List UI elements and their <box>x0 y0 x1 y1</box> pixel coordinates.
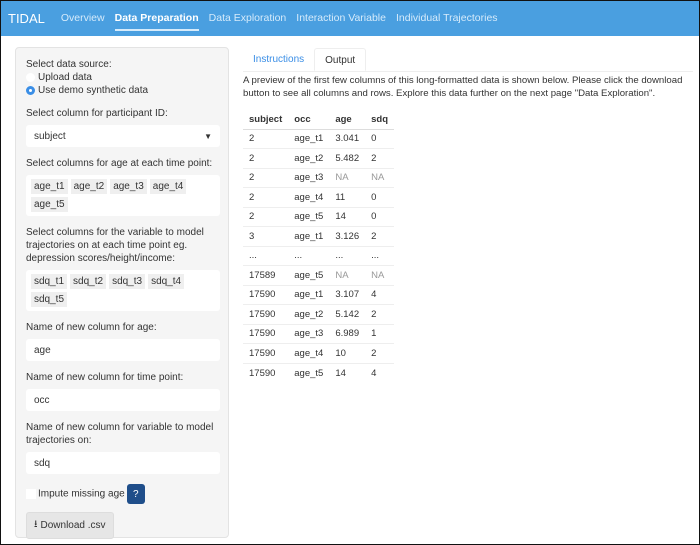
table-cell: age_t5 <box>288 363 329 383</box>
selected-tag[interactable]: age_t1 <box>31 179 68 194</box>
source-label: Select data source: <box>26 59 112 70</box>
table-cell: 0 <box>365 129 394 149</box>
table-cell: 2 <box>365 149 394 169</box>
nav-item[interactable]: Interaction Variable <box>296 12 386 24</box>
table-cell: 3.107 <box>329 285 365 305</box>
table-cell: NA <box>329 266 365 286</box>
impute-label: Impute missing age <box>38 488 125 500</box>
table-cell: 2 <box>365 227 394 247</box>
table-row <box>243 188 394 208</box>
selected-tag[interactable]: sdq_t3 <box>109 274 145 289</box>
table-cell: 17590 <box>243 363 288 383</box>
table-row <box>243 149 394 169</box>
table-cell: 10 <box>329 344 365 364</box>
table-cell: age_t3 <box>288 324 329 344</box>
download-icon: ⭳ <box>34 519 38 530</box>
output-description: A preview of the first few columns of this long-formatted data is shown below. Please click the download button to see all columns and rows. Explore this data further on the next page "Data Exploration". <box>243 75 683 99</box>
table-cell: 2 <box>243 149 288 169</box>
table-cell: NA <box>365 168 394 188</box>
download-label: Download .csv <box>40 520 106 531</box>
table-cell: 11 <box>329 188 365 208</box>
table-cell: ... <box>243 246 288 266</box>
table-cell: 6.989 <box>329 324 365 344</box>
navbar <box>0 0 700 36</box>
radio-label: Use demo synthetic data <box>38 85 149 96</box>
table-cell: age_t2 <box>288 305 329 325</box>
participant-label: Select column for participant ID: <box>26 108 168 119</box>
selected-tag[interactable]: age_t2 <box>71 179 108 194</box>
table-cell: 17590 <box>243 285 288 305</box>
age-cols-label: Select columns for age at each time point: <box>26 158 213 169</box>
table-cell: age_t3 <box>288 168 329 188</box>
brand[interactable]: TIDAL <box>8 10 45 26</box>
table-cell: age_t4 <box>288 344 329 364</box>
time-name-label: Name of new column for time point: <box>26 372 184 383</box>
table-cell: age_t5 <box>288 266 329 286</box>
table-cell: age_t1 <box>288 227 329 247</box>
selected-tag[interactable]: age_t4 <box>150 179 187 194</box>
table-cell: 4 <box>365 285 394 305</box>
table-cell: 3.126 <box>329 227 365 247</box>
column-header: sdq <box>365 110 394 129</box>
column-header: age <box>329 110 365 129</box>
table-cell: 17590 <box>243 305 288 325</box>
table-cell: age_t1 <box>288 285 329 305</box>
tab-instructions[interactable]: Instructions <box>253 54 305 65</box>
selected-tag[interactable]: age_t5 <box>31 197 68 212</box>
selected-tag[interactable]: age_t3 <box>110 179 147 194</box>
selected-tag[interactable]: sdq_t4 <box>148 274 184 289</box>
table-cell: 2 <box>243 207 288 227</box>
table-cell: 3.041 <box>329 129 365 149</box>
table-cell: ... <box>365 246 394 266</box>
impute-checkbox[interactable] <box>26 489 36 499</box>
var-name-input[interactable]: sdq <box>26 452 220 474</box>
var-name-label: Name of new column for variable to model trajectories on: <box>26 422 214 446</box>
participant-select[interactable] <box>26 125 220 147</box>
age-name-input[interactable]: age <box>26 339 220 361</box>
table-row <box>243 324 394 344</box>
var-cols-select[interactable] <box>26 270 220 311</box>
preview-table <box>243 110 394 383</box>
table-cell: 17590 <box>243 344 288 364</box>
table-row <box>243 305 394 325</box>
table-cell: 17589 <box>243 266 288 286</box>
table-cell: ... <box>288 246 329 266</box>
table-cell: 2 <box>243 129 288 149</box>
table-cell: NA <box>329 168 365 188</box>
table-row <box>243 227 394 247</box>
table-row <box>243 266 394 286</box>
selected-tag[interactable]: sdq_t2 <box>70 274 106 289</box>
table-cell: age_t4 <box>288 188 329 208</box>
table-cell: 14 <box>329 363 365 383</box>
table-row <box>243 207 394 227</box>
table-row <box>243 168 394 188</box>
select-value: subject <box>34 130 66 142</box>
table-cell: 5.482 <box>329 149 365 169</box>
table-cell: 3 <box>243 227 288 247</box>
nav-item[interactable]: Data Preparation <box>115 0 199 36</box>
table-row <box>243 246 394 266</box>
age-cols-select[interactable] <box>26 175 220 216</box>
help-button[interactable]: ? <box>127 484 145 504</box>
table-cell: 2 <box>365 344 394 364</box>
time-name-input[interactable]: occ <box>26 389 220 411</box>
radio-selected-icon <box>26 86 35 95</box>
table-row <box>243 129 394 149</box>
caret-down-icon: ▼ <box>204 131 212 141</box>
table-row <box>243 344 394 364</box>
radio-upload[interactable] <box>26 71 218 84</box>
table-cell: NA <box>365 266 394 286</box>
nav-item[interactable]: Data Exploration <box>208 12 287 24</box>
selected-tag[interactable]: sdq_t1 <box>31 274 67 289</box>
download-button[interactable] <box>26 512 114 539</box>
table-row <box>243 285 394 305</box>
table-cell: 4 <box>365 363 394 383</box>
table-cell: 2 <box>243 168 288 188</box>
table-cell: 2 <box>243 188 288 208</box>
var-cols-label: Select columns for the variable to model trajectories on at each time point eg. depression scores/height/income: <box>26 227 204 264</box>
table-cell: 14 <box>329 207 365 227</box>
nav-item[interactable]: Individual Trajectories <box>395 12 498 24</box>
radio-icon <box>26 73 35 82</box>
table-cell: age_t5 <box>288 207 329 227</box>
column-header: occ <box>288 110 329 129</box>
table-cell: age_t2 <box>288 149 329 169</box>
selected-tag[interactable]: sdq_t5 <box>31 292 67 307</box>
column-header: subject <box>243 110 288 129</box>
radio-label: Upload data <box>38 72 92 83</box>
table-cell: 1 <box>365 324 394 344</box>
age-name-label: Name of new column for age: <box>26 322 157 333</box>
table-cell: 0 <box>365 188 394 208</box>
table-cell: age_t1 <box>288 129 329 149</box>
table-cell: 17590 <box>243 324 288 344</box>
tab-output[interactable]: Output <box>314 48 366 71</box>
table-cell: 0 <box>365 207 394 227</box>
table-cell: 5.142 <box>329 305 365 325</box>
radio-demo[interactable] <box>26 84 218 97</box>
table-cell: 2 <box>365 305 394 325</box>
table-cell: ... <box>329 246 365 266</box>
nav-item[interactable]: Overview <box>60 12 105 24</box>
table-row <box>243 363 394 383</box>
main-tabs <box>243 48 693 72</box>
sidebar-panel <box>15 47 229 538</box>
